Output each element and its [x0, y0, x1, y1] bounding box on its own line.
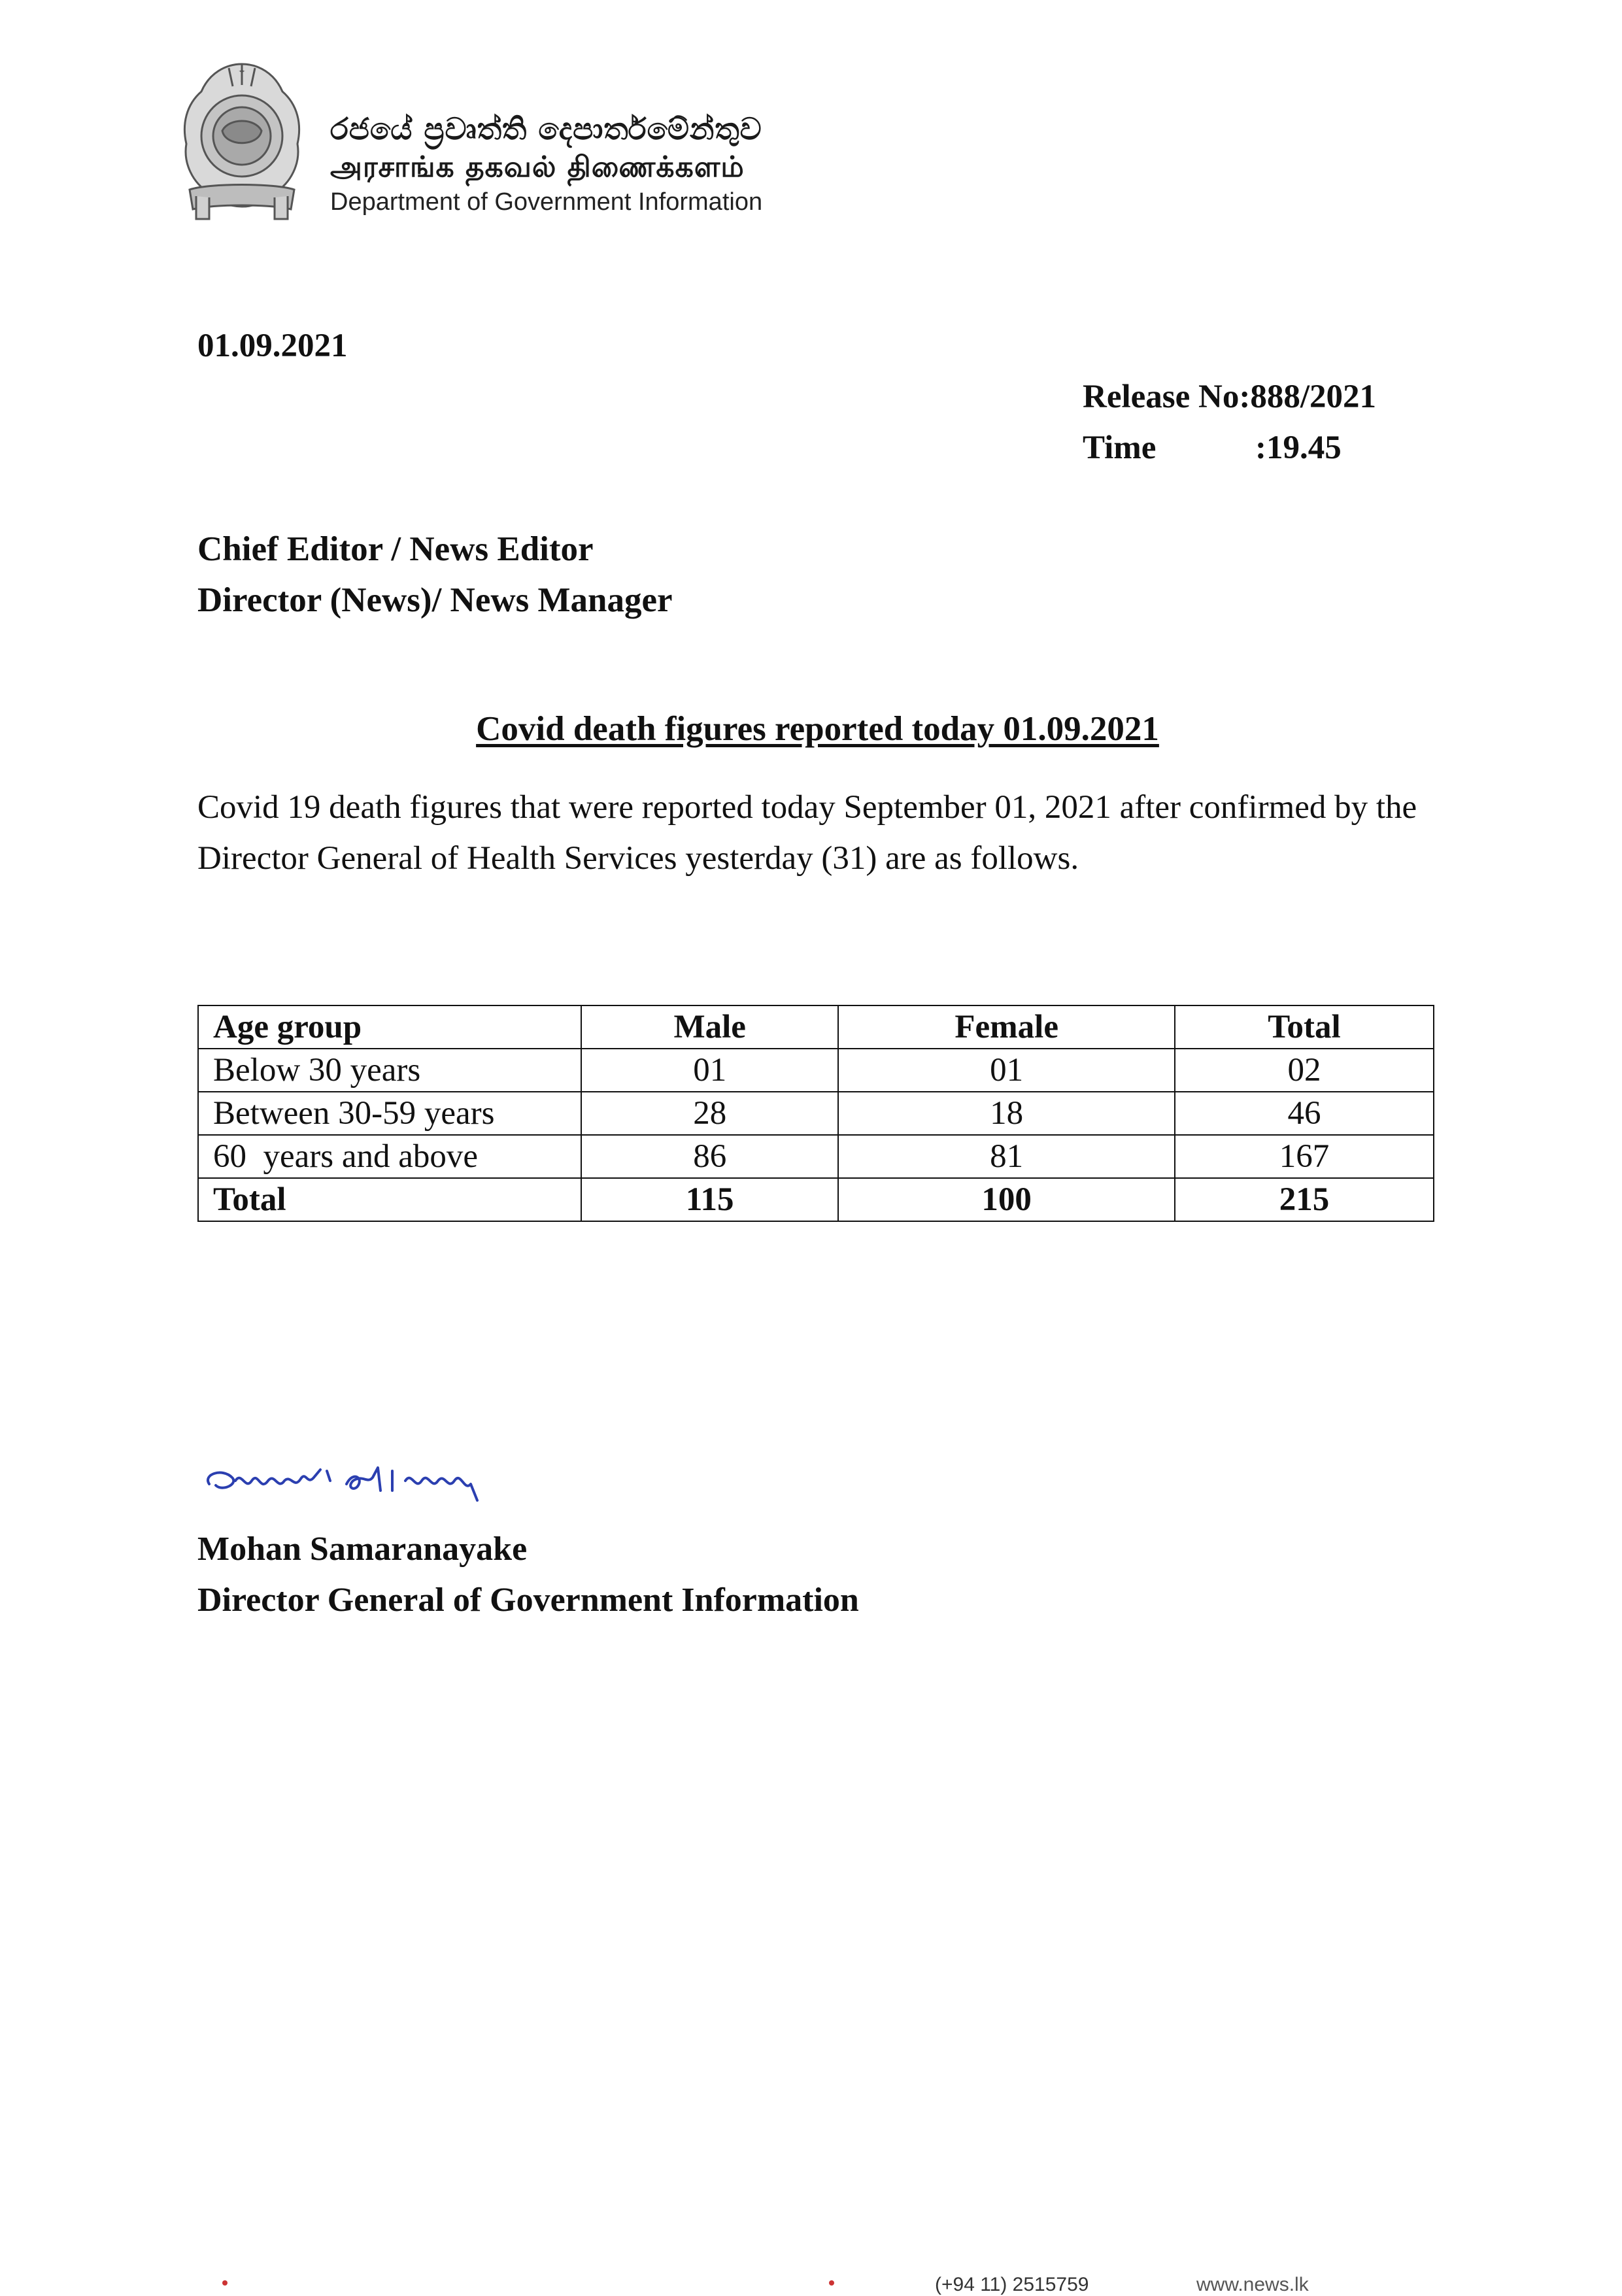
document-heading	[0, 709, 1622, 749]
addressee-line-1: Chief Editor / News Editor	[197, 530, 594, 568]
document-heading-text: Covid death figures reported today 01.09.2021	[476, 710, 1159, 748]
total-male: 115	[581, 1178, 838, 1221]
total-label: Total	[198, 1178, 581, 1221]
letterhead-tamil: அரசாங்க தகவல் திணைக்களம்	[330, 150, 745, 184]
sri-lanka-emblem-icon	[177, 59, 307, 222]
cell-female: 81	[838, 1135, 1174, 1178]
signatory-title: Director General of Government Information	[197, 1581, 859, 1619]
table-row	[198, 1049, 1434, 1092]
addressee-line-2: Director (News)/ News Manager	[197, 581, 673, 619]
table-total-row	[198, 1178, 1434, 1221]
header-female: Female	[838, 1005, 1174, 1049]
release-date: 01.09.2021	[197, 328, 348, 364]
cell-total: 167	[1175, 1135, 1434, 1178]
header-age-group: Age group	[198, 1005, 581, 1049]
cell-age-group: Below 30 years	[198, 1049, 581, 1092]
footer-website: www.news.lk	[1196, 2274, 1309, 2295]
body-paragraph: Covid 19 death figures that were reported today September 01, 2021 after confirmed by the Director General of Health Services yesterday (31) are as follows.	[197, 789, 1417, 877]
cell-total: 02	[1175, 1049, 1434, 1092]
footer-phone: (+94 11) 2515759	[935, 2274, 1089, 2295]
handwritten-signature-icon	[196, 1445, 562, 1523]
letterhead-english: Department of Government Information	[330, 188, 763, 216]
table-header-row	[198, 1005, 1434, 1049]
cell-total: 46	[1175, 1092, 1434, 1135]
total-total: 215	[1175, 1178, 1434, 1221]
cell-age-group: 60 years and above	[198, 1135, 581, 1178]
cell-male: 28	[581, 1092, 838, 1135]
header-total: Total	[1175, 1005, 1434, 1049]
cell-female: 01	[838, 1049, 1174, 1092]
release-number: Release No:888/2021	[1083, 379, 1376, 415]
death-figures-table	[197, 1005, 1434, 1222]
release-time-label: Time	[1083, 430, 1157, 466]
table-row	[198, 1135, 1434, 1178]
header-male: Male	[581, 1005, 838, 1049]
signatory-name: Mohan Samaranayake	[197, 1530, 528, 1568]
table-row	[198, 1092, 1434, 1135]
release-time-value: :19.45	[1255, 430, 1342, 466]
cell-male: 01	[581, 1049, 838, 1092]
cell-age-group: Between 30-59 years	[198, 1092, 581, 1135]
footer-bullet	[222, 2280, 228, 2286]
total-female: 100	[838, 1178, 1174, 1221]
footer-bullet	[829, 2280, 834, 2286]
cell-male: 86	[581, 1135, 838, 1178]
svg-text:✦: ✦	[238, 67, 246, 77]
cell-female: 18	[838, 1092, 1174, 1135]
letterhead-sinhala: රජයේ ප්‍රවෘත්ති දෙපාර්තමේන්තුව	[330, 111, 762, 146]
